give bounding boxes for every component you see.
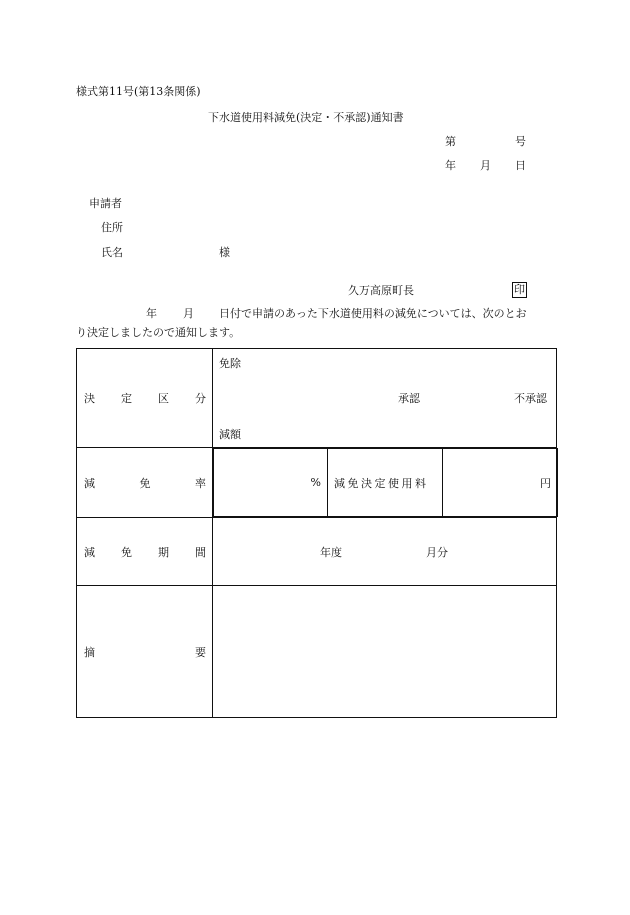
period-label-cell — [77, 518, 213, 586]
body-year-label: 年 — [146, 307, 157, 320]
decision-value-cell — [213, 349, 557, 448]
decision-approved: 承認 — [398, 392, 420, 405]
issuer-name: 久万高原町長 — [348, 284, 414, 297]
doc-number-suffix: 号 — [515, 135, 526, 148]
period-month: 月分 — [426, 546, 448, 559]
remarks-value-cell — [213, 586, 557, 718]
honorific-label: 様 — [219, 246, 230, 259]
decision-table — [76, 348, 557, 718]
period-year: 年度 — [320, 546, 342, 559]
address-label: 住所 — [101, 221, 123, 234]
decision-rejected: 不承認 — [514, 392, 547, 405]
decision-label-cell — [77, 349, 213, 448]
fee-unit: 円 — [540, 476, 551, 490]
document-title: 下水道使用料減免(決定・不承認)通知書 — [208, 111, 404, 124]
remarks-label-cell — [77, 586, 213, 718]
remarks-label: 摘 要 — [84, 645, 206, 659]
name-label: 氏名 — [101, 246, 123, 259]
rate-row — [77, 448, 557, 518]
body-month-label: 月 — [183, 307, 194, 320]
rate-value-cell — [213, 448, 557, 518]
remarks-row — [77, 586, 557, 718]
period-row — [77, 518, 557, 586]
body-text-line2: り決定しましたので通知します。 — [76, 326, 241, 339]
fee-label-cell — [328, 449, 443, 517]
date-month-label: 月 — [480, 159, 491, 172]
body-text-line1: 日付で申請のあった下水道使用料の減免については、次のとお — [219, 307, 527, 320]
fee-label: 減免決定使用料 — [334, 476, 429, 490]
decision-exempt: 免除 — [219, 357, 241, 370]
period-label: 減 免 期 間 — [84, 545, 206, 559]
rate-label-cell — [77, 448, 213, 518]
rate-fee-subtable — [213, 448, 558, 517]
period-value-cell — [213, 518, 557, 586]
form-number: 様式第11号(第13条関係) — [76, 85, 201, 98]
applicant-label: 申請者 — [89, 197, 122, 210]
seal-label: 印 — [514, 283, 525, 296]
date-day-label: 日 — [515, 159, 526, 172]
rate-percent-cell — [214, 449, 328, 517]
decision-reduction: 減額 — [219, 428, 241, 441]
decision-label: 決 定 区 分 — [84, 392, 206, 405]
decision-row — [77, 349, 557, 448]
fee-value-cell — [443, 449, 558, 517]
rate-unit: % — [310, 476, 321, 489]
date-year-label: 年 — [445, 159, 456, 172]
seal-mark — [512, 282, 527, 298]
rate-label: 減 免 率 — [84, 476, 206, 490]
doc-number-prefix: 第 — [445, 135, 456, 148]
